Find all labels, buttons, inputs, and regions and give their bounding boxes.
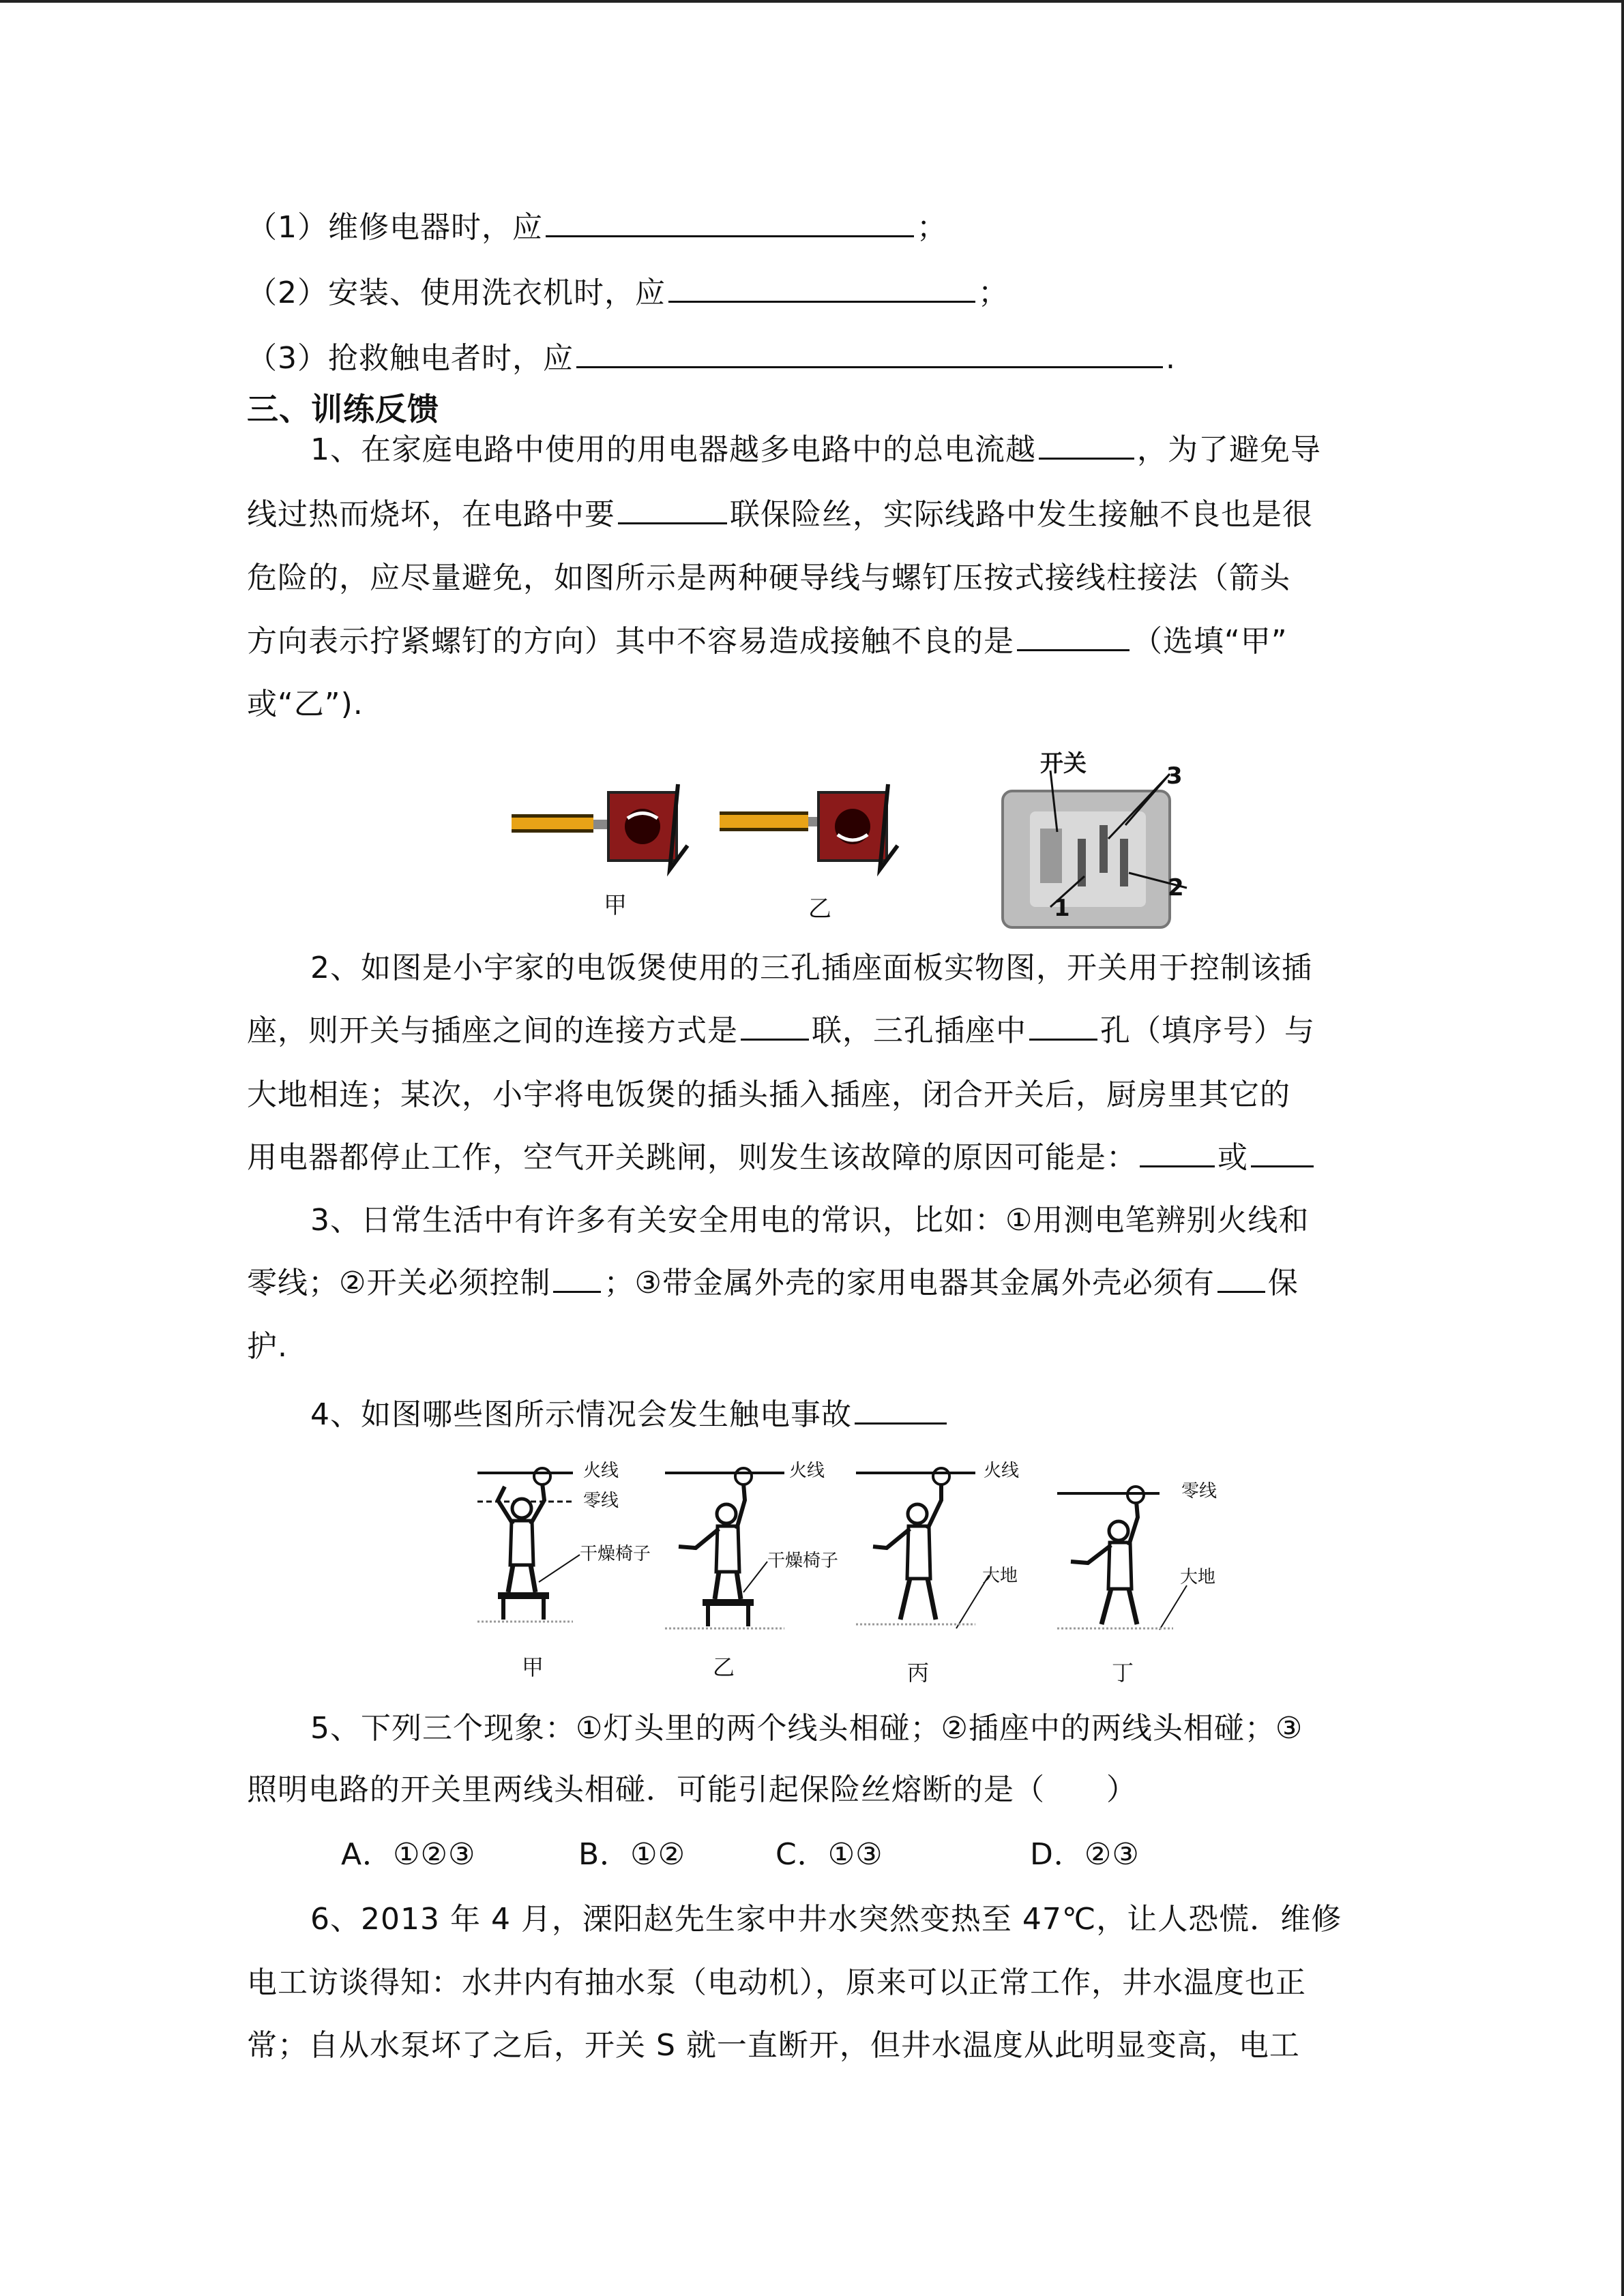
q6-line-2: 电工访谈得知：水井内有抽水泵（电动机），原来可以正常工作，井水温度也正	[247, 1965, 1306, 2000]
q5-option-c[interactable]: C．①③	[776, 1837, 883, 1872]
answer-blank[interactable]	[576, 339, 1163, 368]
hole-number-2: 2	[1168, 874, 1184, 901]
figure-label-b: 乙	[808, 895, 831, 923]
answer-blank[interactable]	[1029, 1011, 1097, 1041]
q5-line-2: 照明电路的开关里两线头相碰．可能引起保险丝熔断的是（ ）	[247, 1772, 1137, 1807]
socket-panel-photo	[1003, 771, 1187, 927]
q1-line-4: 方向表示拧紧螺钉的方向）其中不容易造成接触不良的是 （选填“甲”	[247, 621, 1288, 662]
live-wire-label-a: 火线	[583, 1461, 619, 1481]
intro-line-1: （1）维修电器时，应 ；	[247, 207, 947, 248]
page-border-top	[0, 0, 1624, 3]
intro-line-3: （3）抢救触电者时，应 .	[247, 338, 1176, 379]
ground-label-d: 大地	[1180, 1567, 1216, 1587]
q2-line-2: 座，则开关与插座之间的连接方式是 联，三孔插座中 孔（填序号）与	[247, 1011, 1315, 1052]
q1-line-5: 或“乙”).	[247, 687, 364, 721]
scenario-label-c: 丙	[907, 1660, 930, 1686]
live-wire-label-b: 火线	[789, 1461, 825, 1481]
answer-blank[interactable]	[553, 1264, 601, 1293]
q5-option-a[interactable]: A．①②③	[341, 1837, 476, 1872]
neutral-wire-label-d: 零线	[1181, 1481, 1217, 1502]
section-title: 三、训练反馈	[247, 391, 439, 428]
q1-line-3: 危险的，应尽量避免，如图所示是两种硬导线与螺钉压按式接线柱接法（箭头	[247, 561, 1290, 595]
page-border-right	[1621, 0, 1624, 2296]
hole-number-1: 1	[1054, 895, 1070, 922]
answer-blank[interactable]	[1140, 1138, 1215, 1167]
scenario-label-a: 甲	[522, 1654, 544, 1680]
q2-line-3: 大地相连；某次，小宇将电饭煲的插头插入插座，闭合开关后，厨房里其它的	[247, 1077, 1290, 1112]
q3-line-2: 零线；②开关必须控制 ；③带金属外壳的家用电器其金属外壳必须有 保	[247, 1263, 1299, 1304]
neutral-wire-label-a: 零线	[583, 1491, 619, 1511]
answer-blank[interactable]	[855, 1395, 947, 1425]
answer-blank[interactable]	[741, 1011, 809, 1041]
answer-blank[interactable]	[1017, 622, 1130, 651]
q3-line-3: 护.	[247, 1329, 288, 1364]
wire-terminal-a	[512, 784, 688, 869]
scenario-label-d: 丁	[1112, 1660, 1134, 1686]
answer-blank[interactable]	[618, 495, 727, 524]
q1-line-1: 1、在家庭电路中使用的用电器越多电路中的总电流越 ，为了避免导	[310, 430, 1321, 471]
q1-line-2: 线过热而烧坏，在电路中要 联保险丝，实际线路中发生接触不良也是很	[247, 494, 1313, 535]
figure-label-a: 甲	[604, 892, 627, 919]
hole-number-3: 3	[1166, 762, 1183, 790]
wire-terminal-b	[720, 784, 898, 869]
scenario-d	[1057, 1487, 1187, 1630]
answer-blank[interactable]	[1251, 1138, 1314, 1167]
scenario-b	[665, 1468, 784, 1628]
q5-option-b[interactable]: B．①②	[578, 1837, 686, 1872]
ground-label-c: 大地	[982, 1566, 1018, 1586]
q5-option-d[interactable]: D．②③	[1030, 1837, 1140, 1872]
answer-blank[interactable]	[1217, 1264, 1265, 1293]
intro-line-2: （2）安装、使用洗衣机时，应 ；	[247, 273, 1009, 314]
chair-label-a: 干燥椅子	[580, 1544, 651, 1564]
q2-line-1: 2、如图是小宇家的电饭煲使用的三孔插座面板实物图，开关用于控制该插	[310, 951, 1312, 985]
q3-line-1: 3、日常生活中有许多有关安全用电的常识，比如：①用测电笔辨别火线和	[310, 1203, 1310, 1238]
scenario-a	[477, 1468, 580, 1622]
chair-label-b: 干燥椅子	[767, 1551, 839, 1571]
q5-line-1: 5、下列三个现象：①灯头里的两个线头相碰；②插座中的两线头相碰；③	[310, 1711, 1303, 1746]
answer-blank[interactable]	[546, 208, 914, 237]
q2-line-4: 用电器都停止工作，空气开关跳闸，则发生该故障的原因可能是： 或	[247, 1137, 1316, 1178]
answer-blank[interactable]	[1039, 430, 1134, 460]
scenario-c	[856, 1468, 989, 1628]
q6-line-1: 6、2013 年 4 月，溧阳赵先生家中井水突然变热至 47℃，让人恐慌．维修	[310, 1902, 1342, 1937]
q6-line-3: 常；自从水泵坏了之后，开关 S 就一直断开，但井水温度从此明显变高，电工	[247, 2028, 1300, 2063]
answer-blank[interactable]	[668, 273, 975, 303]
live-wire-label-c: 火线	[984, 1461, 1020, 1481]
scenario-label-b: 乙	[713, 1654, 735, 1680]
switch-label: 开关	[1040, 750, 1087, 777]
q4-line-1: 4、如图哪些图所示情况会发生触电事故	[310, 1395, 949, 1435]
